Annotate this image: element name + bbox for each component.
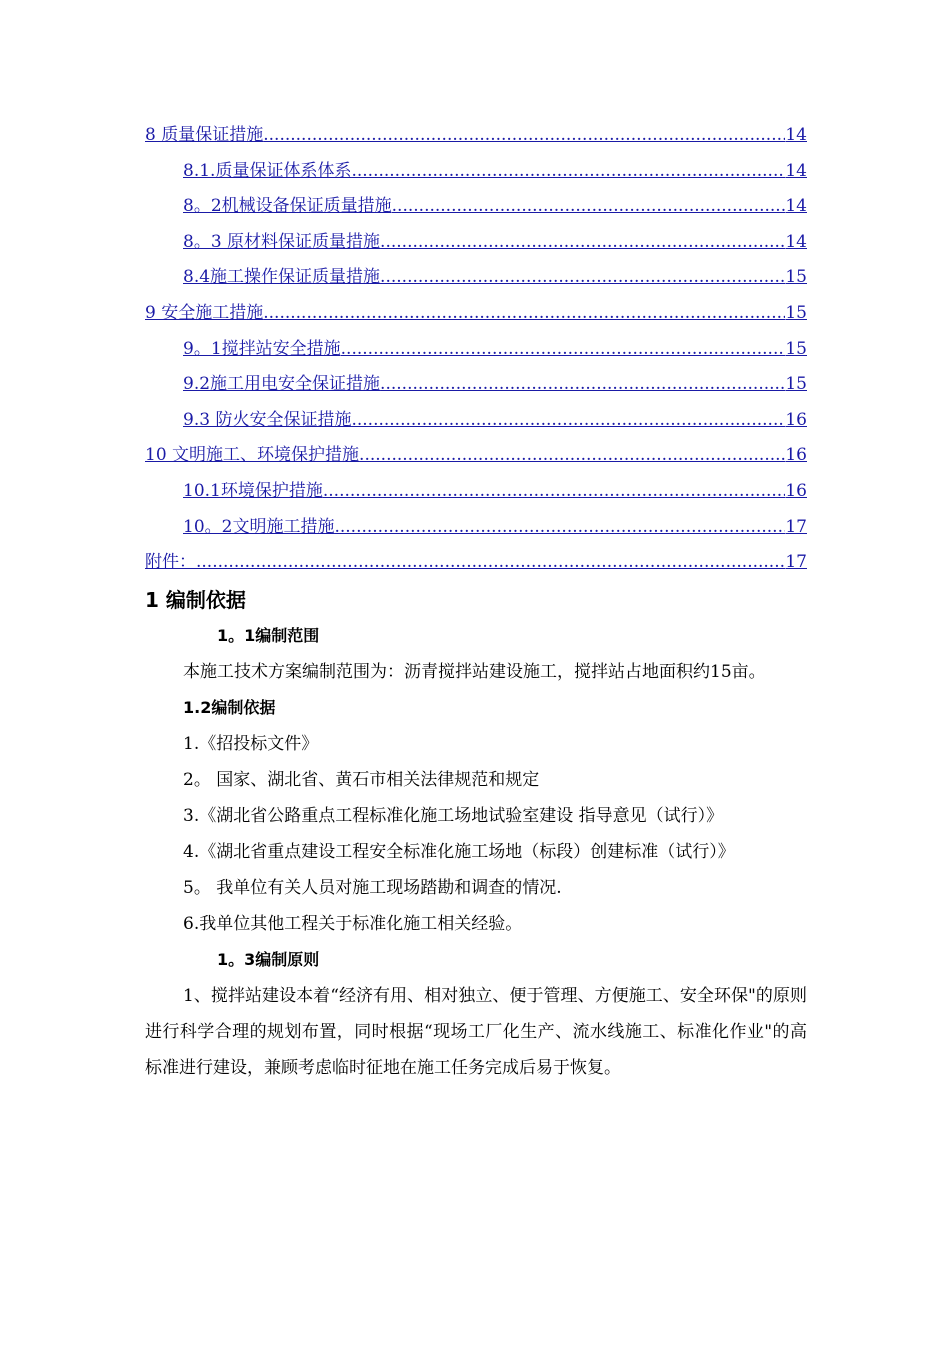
list-item: 5。 我单位有关人员对施工现场踏勘和调查的情况. <box>183 878 562 898</box>
toc-entry-title: 8。2机械设备保证质量措施 <box>183 196 392 217</box>
toc-entry-title: 10.1环境保护措施 <box>183 480 323 501</box>
toc-entry-page: 16 <box>785 409 807 430</box>
toc-leader-dots <box>196 545 785 581</box>
toc-entry-title: 10。2文明施工措施 <box>183 516 335 537</box>
toc-entry[interactable] <box>145 118 807 154</box>
toc-entry-page: 14 <box>785 125 807 145</box>
toc-entry-page: 15 <box>785 374 807 395</box>
list-item: 1.《招投标文件》 <box>183 734 319 754</box>
toc-entry-page: 15 <box>785 267 807 288</box>
toc-entry-page: 14 <box>785 196 807 217</box>
toc-entry[interactable] <box>145 260 807 296</box>
toc-leader-dots <box>380 367 785 403</box>
toc-entry[interactable] <box>145 474 807 510</box>
toc-entry[interactable] <box>145 438 807 474</box>
toc-leader-dots <box>323 474 786 510</box>
toc-entry[interactable] <box>145 403 807 439</box>
toc-entry-title: 9。1搅拌站安全措施 <box>183 338 341 359</box>
toc-entry-title: 8.4施工操作保证质量措施 <box>183 267 381 288</box>
toc-entry-title: 8。3 原材料保证质量措施 <box>183 231 381 252</box>
toc-entry-page: 14 <box>785 231 807 252</box>
toc-entry-title: 9.2施工用电安全保证措施 <box>183 374 381 395</box>
toc-entry[interactable] <box>145 545 807 581</box>
toc-entry[interactable] <box>145 189 807 225</box>
toc-leader-dots <box>359 438 785 474</box>
toc-leader-dots <box>263 118 785 154</box>
paragraph: 本施工技术方案编制范围为：沥青搅拌站建设施工，搅拌站占地面积约15亩。 <box>183 662 766 682</box>
toc-entry-page: 14 <box>785 160 807 181</box>
toc-entry-page: 16 <box>785 445 807 466</box>
toc-leader-dots <box>392 189 786 225</box>
toc-entry[interactable] <box>145 332 807 368</box>
toc-entry[interactable] <box>145 296 807 332</box>
paragraph: 1、搅拌站建设本着“经济有用、相对独立、便于管理、方便施工、安全环保"的原则进行科学合理的规划布置，同时根据“现场工厂化生产、流水线施工、标准化作业"的高标准进行建设，兼顾考虑临时征地在施工任务完成后易于恢复。 <box>145 986 807 1078</box>
toc-entry-page: 15 <box>785 302 807 323</box>
toc-entry-title: 8 质量保证措施 <box>145 125 264 145</box>
toc-entry[interactable] <box>145 225 807 261</box>
toc-leader-dots <box>351 403 785 439</box>
section-heading: 1 编制依据 <box>145 588 246 612</box>
subsection-heading: 1。1编制范围 <box>217 626 320 645</box>
toc-leader-dots <box>341 332 786 368</box>
toc-entry-page: 17 <box>785 516 807 537</box>
toc-entry-page: 15 <box>785 338 807 359</box>
toc-entry-title: 10 文明施工、环境保护措施 <box>145 445 360 466</box>
subsection-heading: 1.2编制依据 <box>183 698 276 717</box>
toc-leader-dots <box>380 260 785 296</box>
toc-entry[interactable] <box>145 154 807 190</box>
toc-leader-dots <box>351 154 785 190</box>
toc-leader-dots <box>334 510 785 546</box>
toc-entry-title: 8.1.质量保证体系体系 <box>183 160 352 181</box>
toc-entry-page: 16 <box>785 480 807 501</box>
toc-entry-title: 9.3 防火安全保证措施 <box>183 409 352 430</box>
toc-leader-dots <box>380 225 785 261</box>
document-body <box>145 582 807 1086</box>
subsection-heading: 1。3编制原则 <box>217 950 320 969</box>
list-item: 6.我单位其他工程关于标准化施工相关经验。 <box>183 914 523 934</box>
toc-entry-title: 附件： <box>145 552 196 573</box>
list-item: 3.《湖北省公路重点工程标准化施工场地试验室建设 指导意见（试行）》 <box>183 806 724 826</box>
toc-entry-page: 17 <box>785 552 807 573</box>
toc-entry-title: 9 安全施工措施 <box>145 302 264 323</box>
toc-entry[interactable] <box>145 367 807 403</box>
toc-leader-dots <box>263 296 785 332</box>
list-item: 4.《湖北省重点建设工程安全标准化施工场地（标段）创建标准（试行）》 <box>183 842 735 862</box>
table-of-contents <box>145 118 807 581</box>
toc-entry[interactable] <box>145 510 807 546</box>
list-item: 2。 国家、湖北省、黄石市相关法律规范和规定 <box>183 770 540 790</box>
